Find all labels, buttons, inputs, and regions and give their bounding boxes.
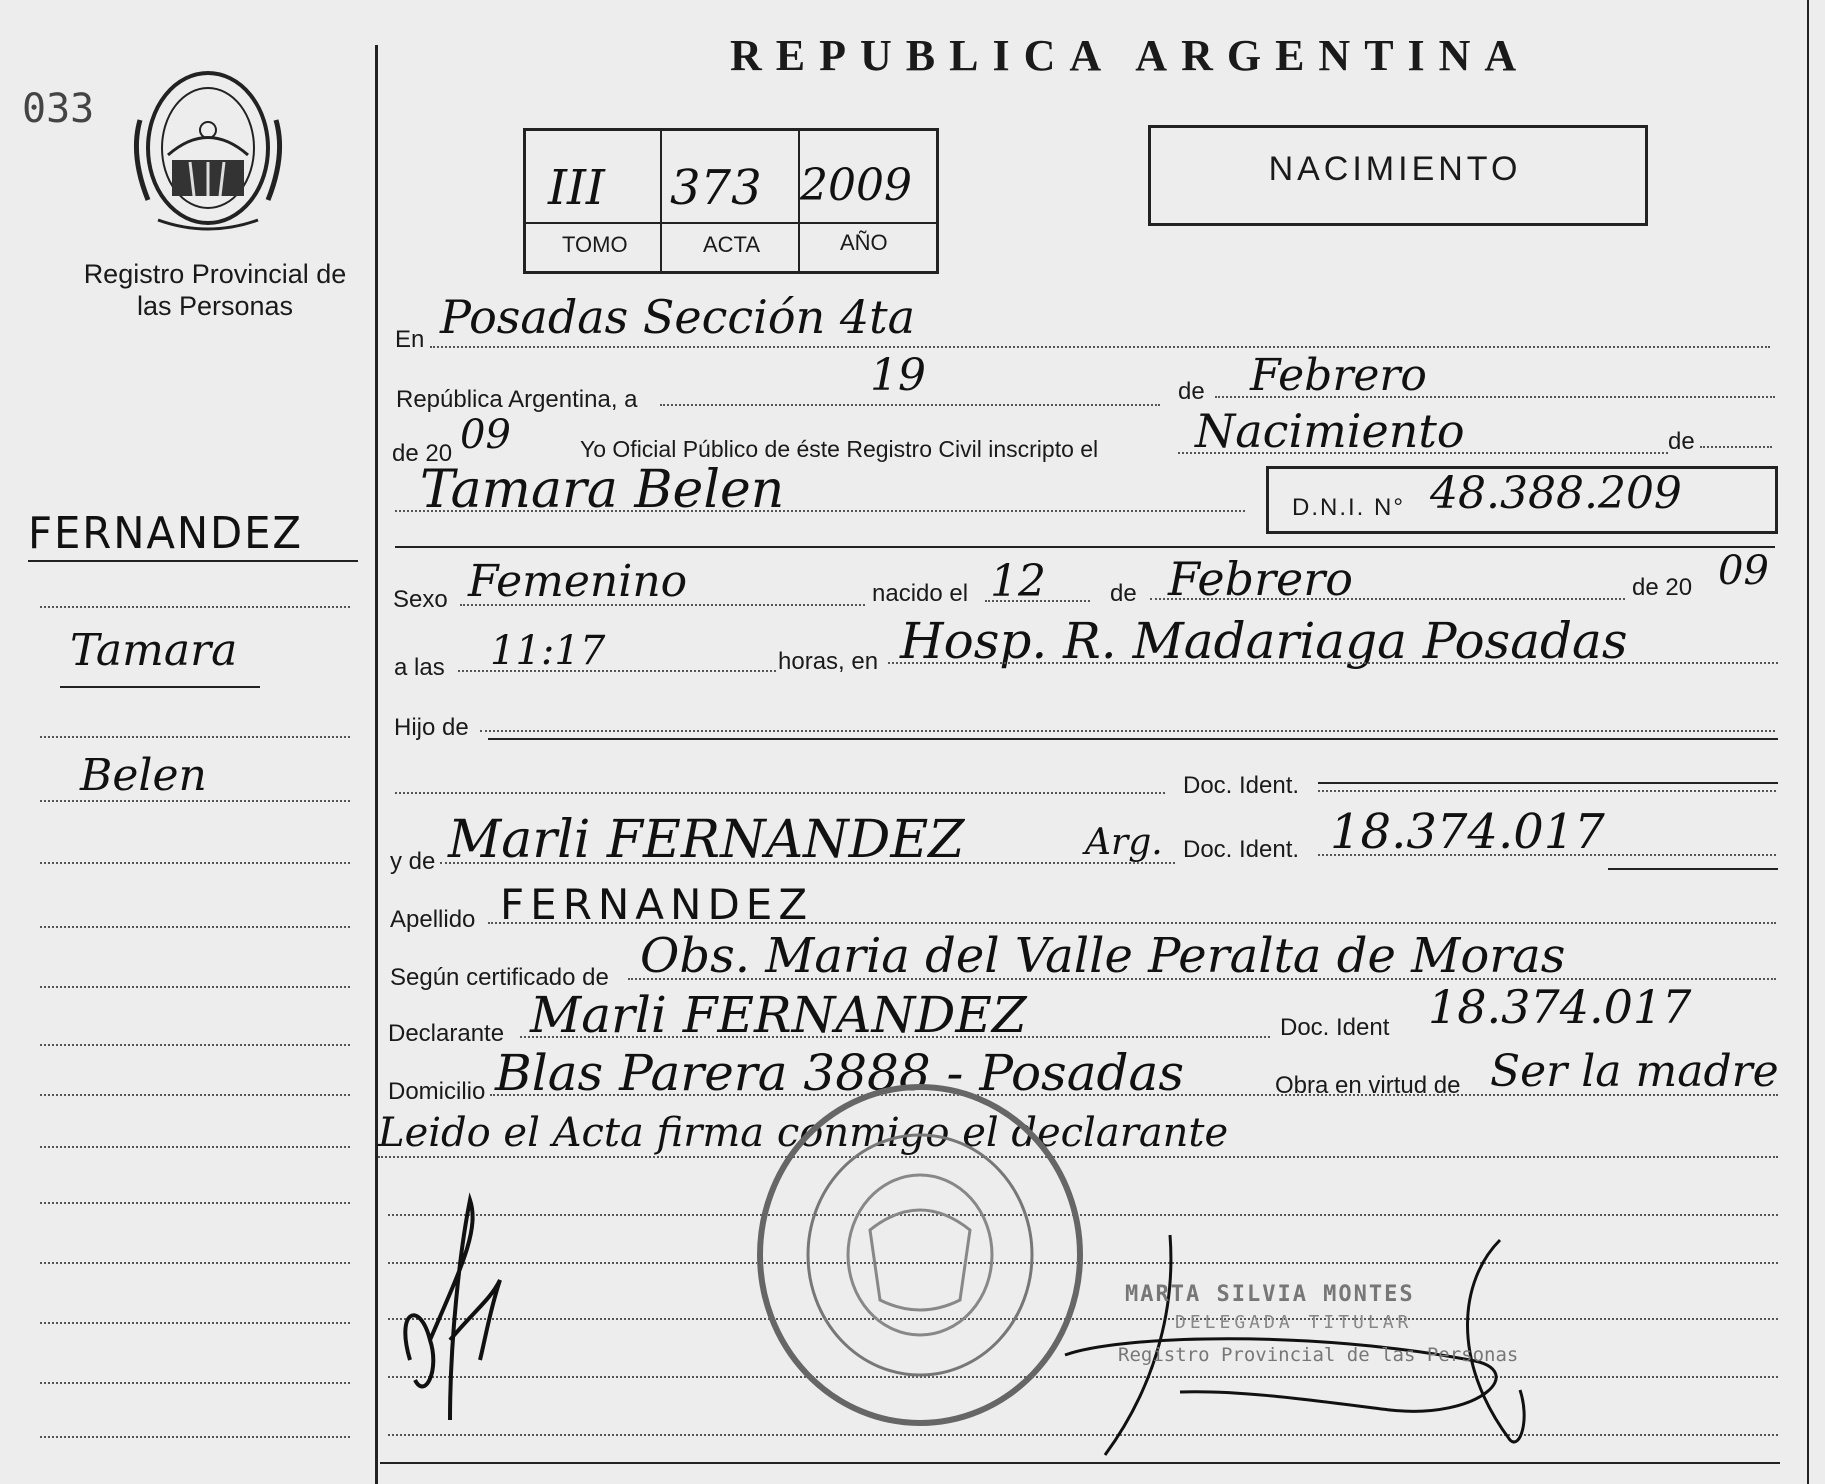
document-type: NACIMIENTO <box>1268 150 1522 188</box>
stamp-name: MARTA SILVIA MONTES <box>1125 1282 1415 1307</box>
value-declarante-doc: 18.374.017 <box>1428 980 1692 1034</box>
line-madre <box>440 862 1175 864</box>
sidebar-name2: Belen <box>80 750 207 801</box>
value-nacido-mes: Febrero <box>1168 552 1353 606</box>
line-nacido-mes <box>1150 598 1625 600</box>
label-obra: Obra en virtud de <box>1275 1072 1461 1099</box>
line-en <box>430 346 1770 348</box>
value-virtud: Ser la madre <box>1490 1046 1779 1097</box>
official-round-stamp-icon <box>750 1080 1090 1430</box>
line-hijo-strike <box>488 738 1778 740</box>
label-sexo: Sexo <box>393 586 448 613</box>
provincial-seal-icon <box>128 60 288 235</box>
registry-name: Registro Provincial de las Personas <box>83 259 347 321</box>
label-hijo: Hijo de <box>394 714 469 741</box>
label-de: de <box>1178 378 1205 405</box>
line-domicilio <box>490 1094 1778 1096</box>
folio-number: 033 <box>22 86 95 132</box>
label-declarante: Declarante <box>388 1020 505 1047</box>
value-nacido-anio: 09 <box>1718 548 1769 594</box>
line-separator <box>1608 868 1778 870</box>
tomo-value: III <box>548 160 605 216</box>
value-madre-nac: Arg. <box>1085 822 1163 863</box>
value-dia: 19 <box>870 350 926 401</box>
sidebar-line <box>40 926 350 928</box>
label-en: En <box>395 326 425 353</box>
label-docident3: Doc. Ident <box>1280 1014 1390 1041</box>
value-madre-doc: 18.374.017 <box>1330 804 1605 860</box>
sidebar-line <box>40 1202 350 1204</box>
sidebar-surname: FERNANDEZ <box>28 508 303 559</box>
label-dni: D.N.I. N° <box>1292 494 1405 521</box>
line-de-end <box>1700 446 1772 448</box>
value-certificado: Obs. Maria del Valle Peralta de Moras <box>640 928 1566 984</box>
line-nombre <box>395 510 1245 512</box>
label-horas: horas, en <box>778 648 879 675</box>
sidebar-line <box>40 1436 350 1438</box>
record-box-sep <box>660 128 662 271</box>
value-domicilio: Blas Parera 3888 - Posadas <box>495 1044 1184 1102</box>
value-nota: Leido el Acta firma conmigo el declarante <box>378 1110 1229 1156</box>
sidebar-name1-underline <box>60 686 260 688</box>
tomo-label: TOMO <box>562 232 628 257</box>
label-apellido: Apellido <box>390 906 476 933</box>
anio-label: AÑO <box>840 230 888 255</box>
stamp-office: Registro Provincial de las Personas <box>1118 1344 1519 1366</box>
value-lugar-nac: Hosp. R. Madariaga Posadas <box>900 612 1628 670</box>
label-de20: de 20 <box>392 440 453 467</box>
bottom-line <box>380 1462 1780 1464</box>
sidebar-line <box>40 1094 350 1096</box>
line-madre-doc <box>1318 854 1776 856</box>
label-de20b: de 20 <box>1632 574 1693 601</box>
acta-value: 373 <box>670 160 762 216</box>
line-hijo <box>480 730 1775 732</box>
sidebar-line <box>40 1146 350 1148</box>
value-inscripto: Nacimiento <box>1195 404 1465 458</box>
value-apellido: FERNANDEZ <box>500 880 814 929</box>
line-dia <box>660 404 1160 406</box>
country-title: REPUBLICA ARGENTINA <box>730 31 1531 80</box>
value-nacido-dia: 12 <box>990 556 1046 607</box>
label-docident1: Doc. Ident. <box>1183 772 1300 799</box>
record-box-hline <box>523 222 936 224</box>
label-nacido: nacido el <box>872 580 969 607</box>
value-hora: 11:17 <box>490 628 606 674</box>
label-de-end: de <box>1668 428 1695 455</box>
line-apellido <box>488 922 1776 924</box>
sidebar-line <box>40 606 350 608</box>
stamp-title: DELEGADA TITULAR <box>1175 1312 1413 1333</box>
label-oficial: Yo Oficial Público de éste Registro Civil inscripto el <box>580 436 1099 462</box>
value-lugar: Posadas Sección 4ta <box>440 290 916 344</box>
label-docident2: Doc. Ident. <box>1183 836 1300 863</box>
sidebar-line <box>40 986 350 988</box>
label-y-de: y de <box>390 848 436 875</box>
divider-left <box>375 45 378 1484</box>
line-sexo <box>460 604 865 606</box>
sidebar-line <box>40 736 350 738</box>
acta-label: ACTA <box>703 232 761 257</box>
line-docident1-strike <box>1318 782 1778 784</box>
value-dni: 48.388.209 <box>1430 468 1682 519</box>
line-lugar-nac <box>888 662 1778 664</box>
sidebar-surname-underline <box>28 560 358 562</box>
line-padre <box>395 792 1165 794</box>
line-nacido-dia <box>985 600 1090 602</box>
sidebar-line <box>40 1322 350 1324</box>
signature-declarante <box>1060 1220 1560 1460</box>
signature-official <box>390 1190 530 1440</box>
label-segun: Según certificado de <box>390 964 609 991</box>
line-hora <box>458 670 776 672</box>
sidebar-line <box>40 862 350 864</box>
label-republica: República Argentina, a <box>396 386 638 413</box>
sidebar-line <box>40 1382 350 1384</box>
value-mes: Febrero <box>1250 350 1427 401</box>
sidebar-line <box>40 1044 350 1046</box>
divider-right <box>1807 0 1809 1484</box>
label-de-mid: de <box>1110 580 1137 607</box>
value-sexo: Femenino <box>468 556 688 607</box>
line-separator <box>395 546 1775 548</box>
sidebar-line <box>40 800 350 802</box>
line-docident1 <box>1318 790 1776 792</box>
label-domicilio: Domicilio <box>388 1078 486 1105</box>
value-madre: Marli FERNANDEZ <box>448 810 965 870</box>
anio-value: 2009 <box>800 160 912 211</box>
sidebar-line <box>40 1262 350 1264</box>
line-declarante <box>520 1036 1270 1038</box>
sidebar-name1: Tamara <box>70 625 238 676</box>
value-nombre: Tamara Belen <box>420 460 785 520</box>
value-anio: 09 <box>460 412 511 458</box>
value-declarante: Marli FERNANDEZ <box>530 986 1027 1044</box>
label-a-las: a las <box>394 654 445 681</box>
